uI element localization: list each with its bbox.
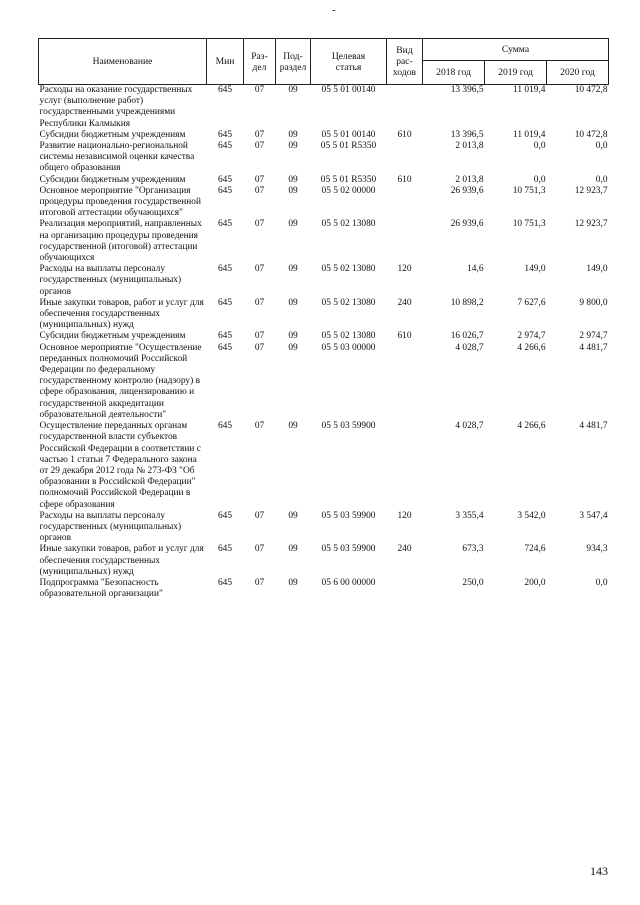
cell-name: Иные закупки товаров, работ и услуг для обеспечения государственных (муниципальных) нужд bbox=[39, 544, 204, 577]
cell-expense-type bbox=[387, 421, 423, 511]
cell-min: 645 bbox=[217, 141, 233, 152]
cell-expense-type: 120 bbox=[397, 510, 412, 521]
table-row bbox=[39, 130, 609, 141]
cell-name: Реализация мероприятий, направленных на организацию процедуры проведения государственной (итоговой) аттестации обучающихся bbox=[39, 219, 202, 264]
cell-sum-2018: 3 355,4 bbox=[455, 510, 484, 521]
cell-min: 645 bbox=[217, 85, 233, 95]
cell-podrazdel: 09 bbox=[288, 264, 298, 275]
cell-podrazdel: 09 bbox=[288, 219, 298, 230]
cell-sum-2019: 7 627,6 bbox=[517, 297, 546, 308]
cell-target-article: 05 5 01 R5350 bbox=[320, 174, 377, 185]
cell-sum-2020: 2 974,7 bbox=[579, 331, 608, 342]
cell-sum-2019: 4 266,6 bbox=[517, 421, 546, 432]
cell-razdel: 07 bbox=[254, 544, 265, 555]
cell-sum-2018: 13 396,5 bbox=[450, 85, 484, 95]
cell-podrazdel: 09 bbox=[288, 85, 298, 95]
cell-podrazdel: 09 bbox=[288, 129, 298, 140]
cell-sum-2019: 10 751,3 bbox=[512, 185, 546, 196]
table-row bbox=[39, 264, 609, 298]
table-row bbox=[39, 511, 609, 545]
cell-target-article: 05 5 02 00000 bbox=[321, 185, 376, 196]
table-row bbox=[39, 85, 609, 130]
cell-name: Основное мероприятие "Организация процедуры проведения государственной итоговой аттестации обучающихся" bbox=[39, 185, 201, 219]
header-name: Наименование bbox=[39, 39, 207, 85]
cell-expense-type: 240 bbox=[397, 544, 412, 555]
cell-sum-2020: 0,0 bbox=[595, 141, 608, 152]
cell-target-article: 05 5 02 13080 bbox=[321, 331, 376, 342]
cell-razdel: 07 bbox=[254, 264, 265, 275]
cell-name: Подпрограмма "Безопасность образовательной организации" bbox=[39, 577, 163, 600]
header-year-2018: 2018 год bbox=[423, 61, 485, 85]
cell-target-article: 05 5 03 59900 bbox=[321, 421, 376, 432]
header-target-article: Целевая статья bbox=[311, 39, 387, 85]
cell-expense-type: 240 bbox=[397, 297, 412, 308]
cell-sum-2019: 4 266,6 bbox=[517, 342, 546, 353]
cell-sum-2018: 2 013,8 bbox=[455, 141, 484, 152]
cell-sum-2019: 3 542,0 bbox=[517, 510, 546, 521]
cell-razdel: 07 bbox=[254, 421, 265, 432]
cell-podrazdel: 09 bbox=[288, 342, 298, 353]
cell-target-article: 05 5 02 13080 bbox=[321, 219, 376, 230]
cell-min: 645 bbox=[217, 264, 233, 275]
cell-sum-2020: 4 481,7 bbox=[579, 421, 608, 432]
cell-razdel: 07 bbox=[254, 510, 265, 521]
table-row bbox=[39, 544, 609, 578]
cell-sum-2019: 724,6 bbox=[524, 544, 546, 555]
table-row bbox=[39, 298, 609, 332]
cell-min: 645 bbox=[217, 342, 233, 353]
cell-target-article: 05 5 02 13080 bbox=[321, 264, 376, 275]
cell-sum-2018: 250,0 bbox=[462, 577, 484, 588]
cell-razdel: 07 bbox=[254, 141, 265, 152]
cell-target-article: 05 5 01 R5350 bbox=[320, 141, 377, 152]
cell-sum-2019: 0,0 bbox=[533, 141, 546, 152]
cell-target-article: 05 5 02 13080 bbox=[321, 297, 376, 308]
header-podrazdel: Под- раздел bbox=[276, 39, 311, 85]
cell-razdel: 07 bbox=[254, 342, 265, 353]
cell-razdel: 07 bbox=[254, 185, 265, 196]
cell-razdel: 07 bbox=[254, 577, 265, 588]
table-row bbox=[39, 421, 609, 511]
table-body bbox=[39, 85, 609, 601]
cell-sum-2020: 12 923,7 bbox=[574, 185, 608, 196]
cell-sum-2020: 10 472,8 bbox=[574, 129, 608, 140]
cell-sum-2020: 3 547,4 bbox=[579, 510, 608, 521]
table-header bbox=[39, 39, 609, 85]
cell-podrazdel: 09 bbox=[288, 331, 298, 342]
cell-sum-2018: 14,6 bbox=[467, 264, 484, 275]
cell-target-article: 05 6 00 00000 bbox=[321, 577, 376, 588]
cell-podrazdel: 09 bbox=[288, 297, 298, 308]
cell-name: Расходы на оказание государственных услуг (выполнение работ) государственными учреждениями Республики Калмыкия bbox=[39, 85, 193, 129]
cell-sum-2020: 4 481,7 bbox=[579, 342, 608, 353]
cell-name: Субсидии бюджетным учреждениям bbox=[39, 129, 186, 140]
cell-podrazdel: 09 bbox=[288, 185, 298, 196]
cell-target-article: 05 5 03 00000 bbox=[321, 342, 376, 353]
cell-expense-type bbox=[387, 141, 423, 175]
cell-name: Развитие национально-региональной системы независимой оценки качества общего образования bbox=[39, 141, 195, 174]
cell-podrazdel: 09 bbox=[288, 510, 298, 521]
cell-expense-type bbox=[387, 343, 423, 421]
cell-expense-type bbox=[387, 578, 423, 600]
cell-name: Основное мероприятие "Осуществление переданных полномочий Российской Федерации по федеральному государственному контролю (надзору) в сфере образования, лицензированию и государственной аккредитации образовательной деятельности" bbox=[39, 342, 202, 420]
cell-min: 645 bbox=[217, 421, 233, 432]
top-dash-mark: - bbox=[332, 4, 336, 16]
cell-target-article: 05 5 01 00140 bbox=[321, 129, 376, 140]
cell-podrazdel: 09 bbox=[288, 174, 298, 185]
table-row bbox=[39, 186, 609, 220]
cell-name: Субсидии бюджетным учреждениям bbox=[39, 331, 186, 342]
header-sum: Сумма bbox=[423, 39, 609, 61]
cell-sum-2018: 16 026,7 bbox=[450, 331, 484, 342]
cell-min: 645 bbox=[217, 510, 233, 521]
cell-expense-type: 610 bbox=[397, 331, 412, 342]
cell-sum-2018: 4 028,7 bbox=[455, 342, 484, 353]
cell-expense-type: 610 bbox=[397, 174, 412, 185]
page-number: 143 bbox=[590, 864, 608, 878]
cell-name: Осуществление переданных органам государственной власти субъектов Российской Федерации в соответствии с частью 1 статьи 7 Федерального закона от 29 декабря 2012 года № 273-ФЗ "Об образовании в Российской Федерации" полномочий Российской Федерации в сфере образования bbox=[39, 421, 201, 510]
table-row bbox=[39, 578, 609, 600]
cell-sum-2019: 149,0 bbox=[524, 264, 546, 275]
cell-name: Расходы на выплаты персоналу государственных (муниципальных) органов bbox=[39, 510, 182, 544]
cell-sum-2020: 149,0 bbox=[586, 264, 608, 275]
cell-sum-2020: 9 800,0 bbox=[579, 297, 608, 308]
cell-sum-2020: 12 923,7 bbox=[574, 219, 608, 230]
cell-razdel: 07 bbox=[254, 331, 265, 342]
header-year-2020: 2020 год bbox=[547, 61, 609, 85]
table-row bbox=[39, 343, 609, 421]
cell-razdel: 07 bbox=[254, 129, 265, 140]
cell-sum-2018: 2 013,8 bbox=[455, 174, 484, 185]
cell-min: 645 bbox=[217, 174, 233, 185]
cell-razdel: 07 bbox=[254, 85, 265, 95]
header-expense-type: Вид рас- ходов bbox=[387, 39, 423, 85]
table-row bbox=[39, 331, 609, 342]
cell-razdel: 07 bbox=[254, 174, 265, 185]
cell-min: 645 bbox=[217, 297, 233, 308]
cell-sum-2020: 10 472,8 bbox=[574, 85, 608, 95]
cell-expense-type: 610 bbox=[397, 129, 412, 140]
cell-min: 645 bbox=[217, 129, 233, 140]
table-row bbox=[39, 175, 609, 186]
header-year-2019: 2019 год bbox=[485, 61, 547, 85]
cell-podrazdel: 09 bbox=[288, 141, 298, 152]
budget-table bbox=[38, 38, 609, 600]
header-min: Мин bbox=[207, 39, 244, 85]
cell-sum-2020: 0,0 bbox=[595, 577, 608, 588]
cell-sum-2019: 11 019,4 bbox=[513, 129, 546, 140]
cell-sum-2018: 13 396,5 bbox=[450, 129, 484, 140]
cell-sum-2018: 10 898,2 bbox=[450, 297, 484, 308]
cell-expense-type bbox=[387, 186, 423, 220]
cell-sum-2018: 4 028,7 bbox=[455, 421, 484, 432]
cell-sum-2018: 26 939,6 bbox=[450, 185, 484, 196]
cell-sum-2019: 2 974,7 bbox=[517, 331, 546, 342]
cell-sum-2020: 0,0 bbox=[595, 174, 608, 185]
cell-sum-2018: 673,3 bbox=[462, 544, 484, 555]
cell-sum-2020: 934,3 bbox=[586, 544, 608, 555]
cell-expense-type bbox=[387, 85, 423, 130]
cell-target-article: 05 5 01 00140 bbox=[321, 85, 376, 95]
cell-name: Иные закупки товаров, работ и услуг для обеспечения государственных (муниципальных) нужд bbox=[39, 297, 204, 331]
cell-sum-2019: 0,0 bbox=[533, 174, 546, 185]
cell-min: 645 bbox=[217, 219, 233, 230]
cell-razdel: 07 bbox=[254, 297, 265, 308]
table-row bbox=[39, 219, 609, 264]
cell-razdel: 07 bbox=[254, 219, 265, 230]
cell-podrazdel: 09 bbox=[288, 544, 298, 555]
header-razdel: Раз- дел bbox=[244, 39, 276, 85]
table-row bbox=[39, 141, 609, 175]
cell-sum-2019: 200,0 bbox=[524, 577, 546, 588]
cell-min: 645 bbox=[217, 544, 233, 555]
cell-expense-type: 120 bbox=[397, 264, 412, 275]
cell-podrazdel: 09 bbox=[288, 421, 298, 432]
cell-sum-2019: 11 019,4 bbox=[513, 85, 546, 95]
cell-min: 645 bbox=[217, 185, 233, 196]
cell-min: 645 bbox=[217, 577, 233, 588]
cell-expense-type bbox=[387, 219, 423, 264]
cell-name: Субсидии бюджетным учреждениям bbox=[39, 174, 186, 185]
cell-sum-2019: 10 751,3 bbox=[512, 219, 546, 230]
cell-podrazdel: 09 bbox=[288, 577, 298, 588]
cell-min: 645 bbox=[217, 331, 233, 342]
cell-sum-2018: 26 939,6 bbox=[450, 219, 484, 230]
cell-target-article: 05 5 03 59900 bbox=[321, 544, 376, 555]
cell-target-article: 05 5 03 59900 bbox=[321, 510, 376, 521]
cell-name: Расходы на выплаты персоналу государственных (муниципальных) органов bbox=[39, 264, 182, 297]
